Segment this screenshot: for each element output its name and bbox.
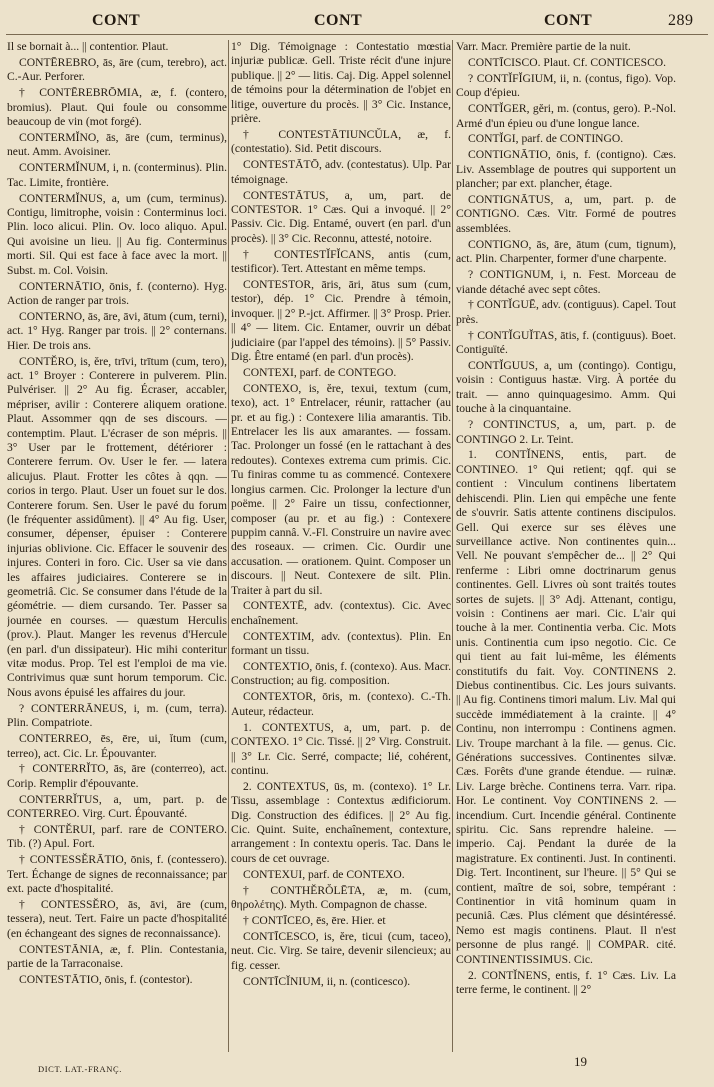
- dictionary-entry: CONTERRĬTUS, a, um, part. p. de CONTERREO. Virg. Curt. Épouvanté.: [7, 792, 227, 821]
- dictionary-entry: CONTIGNO, ās, āre, ātum (cum, tignum), act. Plin. Charpenter, former d'une charpente.: [456, 237, 676, 266]
- dictionary-entry: † CONTESTĬFĬCANS, antis (cum, testificor). Tert. Attestant en même temps.: [231, 247, 451, 276]
- dictionary-entry: CONTĬGI, parf. de CONTINGO.: [468, 132, 624, 146]
- dictionary-entry: † CONTĔRUI, parf. rare de CONTERO. Tib. (?) Apul. Fort.: [7, 823, 227, 851]
- dictionary-entry: CONTEXTĒ, adv. (contextus). Cic. Avec enchaînement.: [231, 599, 451, 627]
- dictionary-entry: CONTERMĬNUM, i, n. (conterminus). Plin. Tac. Limite, frontière.: [7, 161, 227, 189]
- dictionary-entry: ? CONTĬFĬGIUM, ii, n. (contus, figo). Vop. Coup d'épieu.: [456, 71, 676, 100]
- dictionary-entry: CONTĪCESCO, is, ĕre, ticui (cum, taceo), neut. Cic. Virg. Se taire, devenir silencieux; au fig. cesser.: [231, 929, 451, 972]
- dictionary-entry: CONTESTĀNIA, æ, f. Plin. Contestania, partie de la Tarraconaise.: [7, 942, 227, 971]
- dictionary-entry: CONTEXO, is, ĕre, texui, textum (cum, texo), act. 1° Entrelacer, réunir, rattacher (au pr. et au fig.) : Contexere lilia amarantis. Tib. Entrelacer les lis aux amarantes. — fossam. Tac. Prolonger un fossé (en le rattachant à des redoutes). Contexes extrema cum primis. Cic. Tu finiras comme tu as commencé. Contexere longius carmen. Cic. Prolonger la lecture d'un poëme. || 2° Faire un tissu, confectionner, composer (au pr. et au fig.) : Contexere puppim cannâ. V.-Fl. Construire un navire avec des roseaux. — crimen. Cic. Ourdir une accusation. — orationem. Quint. Composer un discours. || Neut. Contexere de silt. Plin. Traiter à part du sil.: [231, 381, 451, 597]
- dictionary-entry: † CONTESSĔRO, ās, āvi, āre (cum, tessera), neut. Tert. Faire un pacte d'hospitalité (en échangeant des signes de reconnaissance).: [7, 898, 227, 940]
- dictionary-entry: † CONTESSĔRĀTIO, ōnis, f. (contessero). Tert. Échange de signes de reconnaissance; par ext. pacte d'hospitalité.: [7, 853, 227, 896]
- column-divider-2: [452, 40, 453, 1052]
- dictionary-entry: CONTĔRO, is, ĕre, trīvi, trītum (cum, tero), act. 1° Broyer : Conterere in pulverem. Plin. Pulvériser. || 2° Au fig. Écraser, accabler, mépriser, avilir : Conterere aliquem oratione. Plaut. Assommer qqn de ses discours. — contemptim. Plaut. L'écraser de son mépris. || 3° User par le frottement, détériorer : Conterere ferrum. Ov. User le fer. — latera alicujus. Plaut. Frotter les côtes à qqn. — corios in tergo. Plaut. User un fouet sur le dos. Conterere forum. Sen. User le pavé du forum (le fréquenter assidûment). || 4° Au fig. User, consumer, dépenser, épuiser : Conterere injurias oblivione. Cic. Effacer le souvenir des injures. Conteri in foro. Cic. User sa vie dans les affaires judiciaires. Conterere se in geometriâ. Cic. Se consumer dans l'étude de la géométrie. — diem cursando. Ter. Passer sa journée en courses. — quæstum Herculis (prov.). Plaut. Manger les revenus d'Hercule (en parl. d'un dissipateur). Hic mihi conteritur vitæ modus. Prop. Tel est l'emploi de ma vie. Contrivimus quæ sunt horum temporum. Cic. Nous avons épuisé les affaires du jour.: [7, 354, 227, 699]
- running-head-left: CONT: [92, 12, 141, 29]
- dictionary-entry: † CONTĬGUĬTAS, ātis, f. (contiguus). Boet. Contiguïté.: [456, 328, 676, 357]
- dictionary-entry: CONTEXUI, parf. de CONTEXO.: [243, 867, 405, 881]
- dictionary-entry: Varr. Macr. Première partie de la nuit.: [456, 40, 631, 53]
- dictionary-entry: CONTĬGER, gĕri, m. (contus, gero). P.-Nol. Armé d'un épieu ou d'une longue lance.: [456, 102, 676, 130]
- dictionary-entry: † CONTESTĀTIUNCŬLA, æ, f. (contestatio). Sid. Petit discours.: [231, 127, 451, 156]
- dictionary-entry: CONTĒREBRO, ās, āre (cum, terebro), act. C.-Aur. Perforer.: [7, 55, 227, 84]
- dictionary-entry: CONTESTOR, āris, āri, ātus sum (cum, testor), dép. 1° Cic. Prendre à témoin, invoquer. || 2° P.-jct. Affirmer. || 3° Prosp. Prier. || 4° — litem. Cic. Entamer, ouvrir un débat judiciaire (par l'appel des témoins). || 5° Passiv. Dig. Être entamé (en parl. d'un procès).: [231, 278, 451, 364]
- signature-mark: 19: [574, 1054, 587, 1069]
- dictionary-entry: 1. CONTĬNENS, entis, part. de CONTINEO. 1° Qui retient; qqf. qui se contient : Vinculum continens libertatem dehiscendi. Plin. Lien qui empêche une fente de s'ouvrir. Satis attente continens discipulos. Gell. Qui exerce sur ses élèves une surveillance active. Non continentes quin... Vell. Ne pouvant s'empêcher de... || 2° Qui renferme : Libri omne doctrinarum genus continentes. Gell. Livres où sont traités toutes sortes de sujets. || 3° Adj. Attenant, contigu, voisin : Continens aer mari. Cic. L'air qui touche à la mer. Continentia verba. Cic. Mots unis. Continentia cum ipso negotio. Cic. Ce qui tient au fait lui-même, les éléments constitutifs du fait. Voy. CONTINENS 2. Diebus continentibus. Cic. Les jours suivants. || Au fig. Continens timori malum. Liv. Mal qui succède immédiatement à la crainte. || 4° Continu, non interrompu : Continens agmen. Liv. Troupe marchant à la file. — genus. Cic. Générations successives. Continentes silvæ. Cæs. Forêts d'une grande étendue. — ruinæ. Liv. Large brèche. Continens terra. Varr. ripa. Hor. Le continent. Voy CONTINENS 2. — incendium. Curt. Incendie général. Continente spiritu. Cic. Sans reprendre haleine. — imperio. Caj. Pendant la durée de la magistrature. Ex continenti. Just. In continenti. Dig. Tert. Incontinent, sur l'heure. || 5° Qui se contient, maître de soi, sobre, tempérant : Continentior in vitâ hominum quam in pecuniâ. Cæs. Plus clément que désintéressé. Nemo est magis continens. Plaut. Il n'est personne de plus rangé. || COMPAR. cité. CONTINENTISSIMUS. Cic.: [456, 448, 676, 966]
- dictionary-entry: CONTEXTIM, adv. (contextus). Plin. En formant un tissu.: [231, 629, 451, 658]
- dictionary-entry: CONTERREO, ēs, ēre, ui, ĭtum (cum, terreo), act. Cic. Lr. Épouvanter.: [7, 732, 227, 760]
- dictionary-entry: 2. CONTĬNENS, entis, f. 1° Cæs. Liv. La terre ferme, le continent. || 2°: [456, 968, 676, 996]
- dictionary-entry: 1. CONTEXTUS, a, um, part. p. de CONTEXO. 1° Cic. Tissé. || 2° Virg. Construit. || 3° Lr. Cic. Serré, compacte; lié, cohérent, continu.: [231, 720, 451, 777]
- column-3: [456, 40, 676, 1056]
- dictionary-entry: † CONTERRĬTO, ās, āre (conterreo), act. Corip. Remplir d'épouvante.: [7, 762, 227, 790]
- dictionary-entry: 1° Dig. Témoignage : Contestatio mœstia injuriæ publicæ. Gell. Triste récit d'une injure publique. || 2° — litis. Caj. Dig. Appel solennel de témoins pour la détermination de l'objet en litige, ouverture du procès. || 3° Cic. Instance, prière.: [231, 40, 451, 126]
- dictionary-entry: CONTERMĬNO, ās, āre (cum, terminus), neut. Amm. Avoisiner.: [7, 130, 227, 159]
- dictionary-entry: 2. CONTEXTUS, ūs, m. (contexo). 1° Lr. Tissu, assemblage : Contextus ædificiorum. Dig. Construction des édifices. || 2° Au fig. Cic. Quint. Suite, enchaînement, contexture, arrangement : In contextu operis. Tac. Dans le cours de cet ouvrage.: [231, 779, 451, 865]
- dictionary-entry: CONTERNĀTIO, ōnis, f. (conterno). Hyg. Action de ranger par trois.: [7, 279, 227, 307]
- running-head-center: CONT: [314, 12, 363, 29]
- header-rule: [6, 34, 708, 35]
- dictionary-entry: CONTESTĀTUS, a, um, part. de CONTESTOR. 1° Cæs. Qui a invoqué. || 2° Passiv. Cic. Dig. Entamé, ouvert (en parl. d'un procès). || 3° Cic. Reconnu, attesté, notoire.: [231, 188, 451, 245]
- dictionary-entry: CONTEXTOR, ōris, m. (contexo). C.-Th. Auteur, rédacteur.: [231, 690, 451, 718]
- dictionary-entry: CONTESTĀTŌ, adv. (contestatus). Ulp. Par témoignage.: [231, 158, 451, 186]
- dictionary-entry: CONTEXTIO, ōnis, f. (contexo). Aus. Macr. Construction; au fig. composition.: [231, 660, 451, 688]
- dictionary-entry: CONTIGNĀTUS, a, um, part. p. de CONTIGNO. Cæs. Vitr. Formé de poutres assemblées.: [456, 193, 676, 235]
- dictionary-entry: CONTEXI, parf. de CONTEGO.: [243, 365, 397, 379]
- dictionary-entry: ? CONTIGNUM, i, n. Fest. Morceau de viande détaché avec sept côtes.: [456, 268, 676, 296]
- dictionary-entry: † CONTĪCEO, ēs, ēre. Hier. et: [243, 913, 386, 927]
- dictionary-entry: ? CONTINCTUS, a, um, part. p. de CONTINGO 2. Lr. Teint.: [456, 418, 676, 446]
- column-2: [231, 40, 451, 1056]
- dictionary-entry: Il se bornait à... || contentior. Plaut.: [7, 40, 169, 53]
- dictionary-entry: CONTĪCISCO. Plaut. Cf. CONTICESCO.: [468, 55, 667, 69]
- dictionary-entry: CONTIGNĀTIO, ōnis, f. (contigno). Cæs. Liv. Assemblage de poutres qui supportent un plancher; par ext. plancher, étage.: [456, 148, 676, 191]
- column-divider-1: [228, 40, 229, 1052]
- column-1: [7, 40, 227, 1056]
- dictionary-entry: † CONTHĔRŎLĒTA, æ, m. (cum, θηρολέτης). Myth. Compagnon de chasse.: [231, 883, 451, 912]
- dictionary-entry: CONTERMĬNUS, a, um (cum, terminus). Contigu, limitrophe, voisin : Conterminus loci. Plin. loco alicui. Plin. Ov. loco aliquo. Apul. Qui avoisine un lieu. || Au fig. Conterminus morti. Sil. Qui est face à face avec la mort. || Subst. m. Col. Voisin.: [7, 191, 227, 277]
- footer-note: DICT. LAT.-FRANÇ.: [38, 1064, 123, 1074]
- dictionary-entry: CONTĪCĬNIUM, ii, n. (conticesco).: [243, 974, 411, 988]
- page-number: 289: [668, 12, 694, 29]
- dictionary-entry: CONTESTĀTIO, ōnis, f. (contestor).: [19, 973, 193, 987]
- dictionary-entry: CONTERNO, ās, āre, āvi, ātum (cum, terni), act. 1° Hyg. Ranger par trois. || 2° conternans. Hier. De trois ans.: [7, 309, 227, 352]
- running-head-right: CONT: [544, 12, 593, 29]
- dictionary-entry: ? CONTERRĀNEUS, i, m. (cum, terra). Plin. Compatriote.: [7, 701, 227, 730]
- dictionary-entry: † CONTĒREBRŌMIA, æ, f. (contero, bromius). Plaut. Qui foule ou consomme beaucoup de vin (mot forgé).: [7, 86, 227, 129]
- dictionary-entry: CONTĬGUUS, a, um (contingo). Contigu, voisin : Contiguus hastæ. Virg. À portée du trait. — anno quinquagesimo. Amm. Qui touche à la cinquantaine.: [456, 359, 676, 416]
- dictionary-entry: † CONTĬGUĒ, adv. (contiguus). Capel. Tout près.: [456, 298, 676, 326]
